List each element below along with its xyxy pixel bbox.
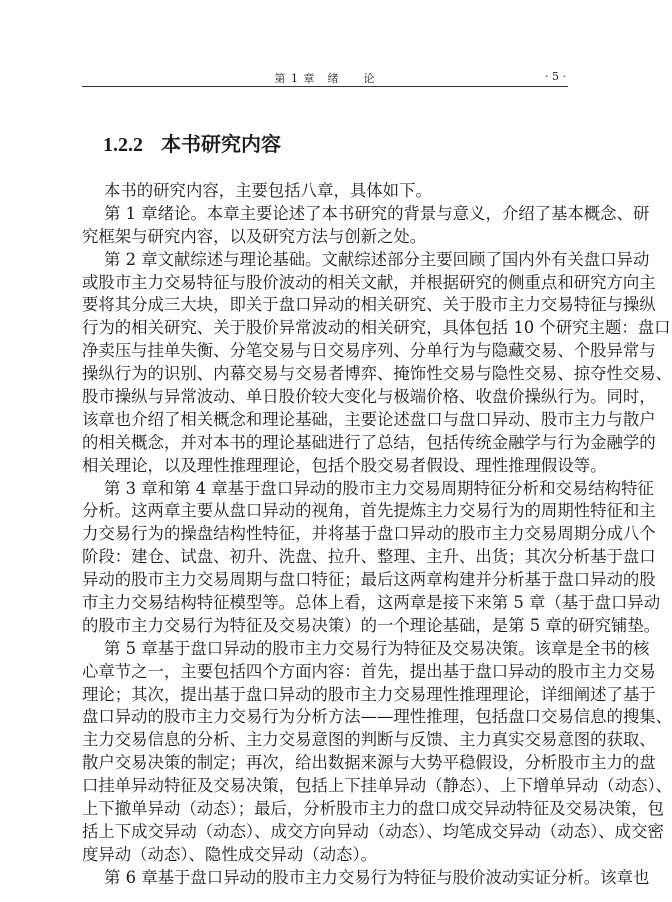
- text-line: 括上下成交异动（动态）、成交方向异动（动态）、均笔成交异动（动态）、成交密: [82, 821, 664, 841]
- text-line: 本书的研究内容，主要包括八章，具体如下。: [104, 181, 432, 200]
- text-line: 股市操纵与异常波动、单日股价较大变化与极端价格、收盘价操纵行为。同时，: [82, 387, 656, 407]
- text-line: 异动的股市主力交易周期与盘口特征；最后这两章构建并分析基于盘口异动的股: [82, 570, 656, 590]
- section-title: 本书研究内容: [161, 132, 281, 156]
- text-line: 分析。这两章主要从盘口异动的视角，首先提炼主力交易行为的周期性特征和主: [82, 501, 656, 521]
- text-line: 阶段：建仓、试盘、初升、洗盘、拉升、整理、主升、出货；其次分析基于盘口: [82, 547, 656, 567]
- text-line: 上下撤单异动（动态）；最后，分析股市主力的盘口成交异动特征及交易决策，包: [82, 799, 664, 819]
- text-line: 主力交易信息的分析、主力交易意图的判断与反馈、主力真实交易意图的获取、: [82, 730, 656, 750]
- text-line: 第 6 章基于盘口异动的股市主力交易行为特征与股价波动实证分析。该章也: [104, 867, 650, 887]
- text-line: 该章也介绍了相关概念和理论基础，主要论述盘口与盘口异动、股市主力与散户: [82, 409, 656, 429]
- text-line: 散户交易决策的制定；再次，给出数据来源与大势平稳假设，分析股市主力的盘: [82, 753, 656, 773]
- text-line: 盘口异动的股市主力交易行为分析方法——理性推理，包括盘口交易信息的搜集、: [82, 707, 672, 727]
- paragraph: [82, 478, 661, 638]
- text-line: 或股市主力交易特征与股价波动的相关文献，并根据研究的侧重点和研究方向主: [82, 272, 656, 292]
- section-heading: [103, 128, 281, 157]
- text-line: 相关理论，以及理性推理理论，包括个股交易者假设、理性推理假设等。: [82, 455, 607, 475]
- paragraph: [82, 180, 563, 203]
- text-line: 第 5 章基于盘口异动的股市主力交易行为特征及交易决策。该章是全书的核: [104, 638, 650, 658]
- running-header: [82, 68, 568, 87]
- page-number: · 5 ·: [545, 70, 566, 83]
- paragraph: [82, 867, 650, 890]
- chapter-title: 第 1 章 绪 论: [274, 72, 376, 85]
- text-line: 第 2 章文献综述与理论基础。文献综述部分主要回顾了国内外有关盘口异动: [104, 249, 650, 269]
- section-number: 1.2.2: [103, 134, 143, 156]
- text-line: 行为的相关研究、关于股价异常波动的相关研究，具体包括 10 个研究主题：盘口: [82, 318, 671, 338]
- text-line: 市主力交易结构特征模型等。总体上看，这两章是接下来第 5 章（基于盘口异动: [82, 593, 661, 613]
- text-line: 度异动（动态）、隐性成交异动（动态）。: [82, 844, 378, 864]
- paragraph: [82, 249, 672, 478]
- text-line: 究框架与研究内容，以及研究方法与创新之处。: [82, 226, 427, 246]
- body-text: [82, 180, 672, 890]
- text-line: 的股市主力交易行为特征及交易决策）的一个理论基础，是第 5 章的研究铺垫。: [82, 615, 661, 635]
- text-line: 心章节之一，主要包括四个方面内容：首先，提出基于盘口异动的股市主力交易: [82, 661, 656, 681]
- paragraph: [82, 638, 672, 867]
- text-line: 第 3 章和第 4 章基于盘口异动的股市主力交易周期特征分析和交易结构特征: [104, 478, 654, 498]
- text-line: 口挂单异动特征及交易决策，包括上下挂单异动（静态）、上下增单异动（动态）、: [82, 776, 672, 796]
- text-line: 第 1 章绪论。本章主要论述了本书研究的背景与意义，介绍了基本概念、研: [104, 203, 650, 223]
- text-line: 力交易行为的操盘结构性特征，并将基于盘口异动的股市主力交易周期分成八个: [82, 524, 656, 544]
- text-line: 操纵行为的识别、内幕交易与交易者博弈、掩饰性交易与隐性交易、掠夺性交易、: [82, 364, 672, 384]
- text-line: 净卖压与挂单失衡、分笔交易与日交易序列、分单行为与隐藏交易、个股异常与: [82, 341, 656, 361]
- text-line: 理论；其次，提出基于盘口异动的股市主力交易理性推理理论，详细阐述了基于: [82, 684, 656, 704]
- text-line: 的相关概念，并对本书的理论基础进行了总结，包括传统金融学与行为金融学的: [82, 432, 656, 452]
- paragraph: [82, 203, 650, 249]
- text-line: 要将其分成三大块，即关于盘口异动的相关研究、关于股市主力交易特征与操纵: [82, 295, 656, 315]
